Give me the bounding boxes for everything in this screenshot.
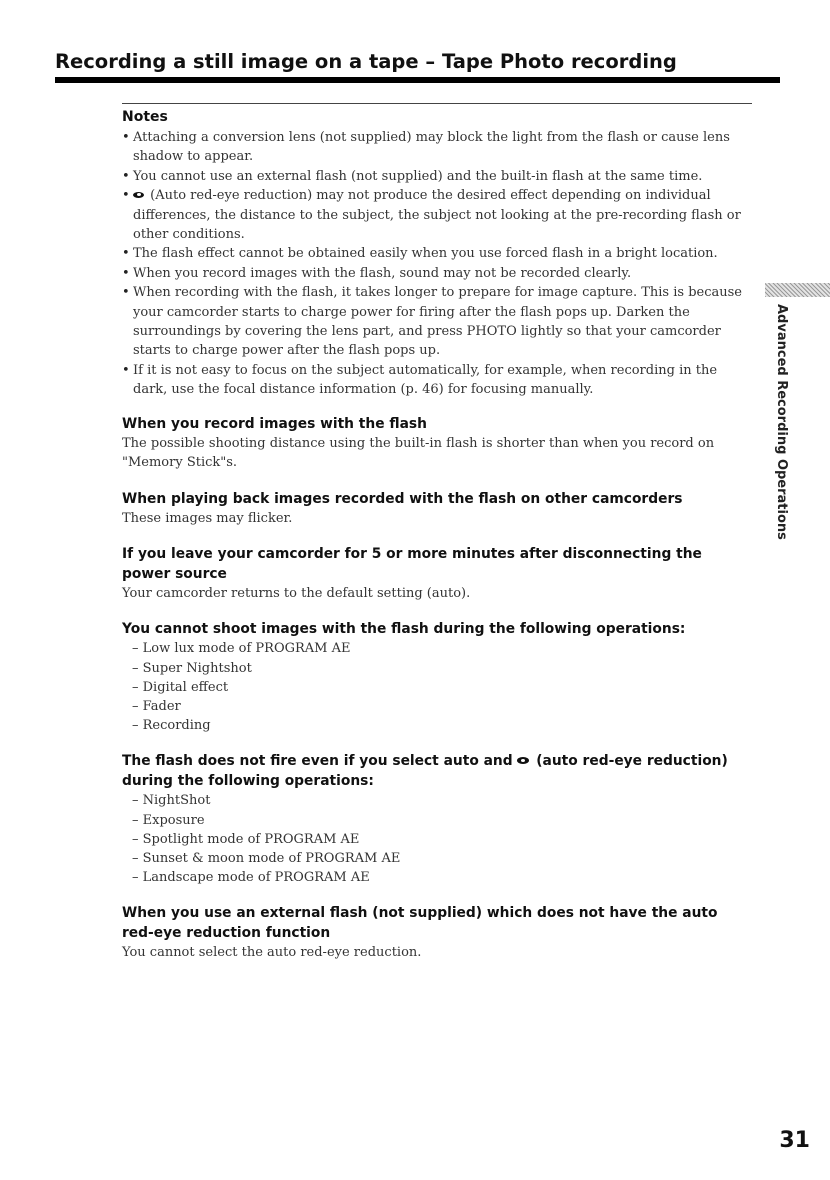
title-rule	[55, 77, 780, 83]
section-text: Your camcorder returns to the default setting (auto).	[122, 585, 471, 601]
notes-list	[122, 128, 752, 400]
side-tab-marker	[765, 283, 830, 297]
section-flash	[122, 414, 752, 473]
section-heading	[122, 751, 752, 791]
section-heading: When you use an external flash (not supplied) which does not have the auto red-eye reduction function	[122, 905, 718, 942]
operations-list	[122, 791, 752, 887]
red-eye-reduction-icon	[133, 192, 144, 198]
heading-part: The flash does not fire even if you select auto and	[122, 753, 513, 770]
section-heading: When you record images with the flash	[122, 415, 427, 432]
page-number: 31	[779, 1128, 810, 1153]
note-item: • Attaching a conversion lens (not supplied) may block the light from the flash or cause lens shadow to appear.	[122, 128, 752, 167]
side-tab-label: Advanced Recording Operations	[774, 304, 789, 540]
page-title: Recording a still image on a tape – Tape Photo recording	[55, 50, 677, 73]
list-item: – Landscape mode of PROGRAM AE	[132, 870, 370, 886]
list-item: – Exposure	[132, 812, 205, 828]
note-item: • If it is not easy to focus on the subject automatically, for example, when recording in the dark, use the focal distance information (p. 46) for focusing manually.	[122, 361, 752, 400]
note-item: • When you record images with the flash, sound may not be recorded clearly.	[122, 264, 752, 283]
note-item: • You cannot use an external flash (not supplied) and the built-in flash at the same time.	[122, 167, 752, 186]
section-external	[122, 903, 752, 962]
list-item: – Recording	[132, 718, 211, 734]
list-item: – NightShot	[132, 793, 211, 809]
note-item-red-eye	[122, 186, 752, 244]
list-item: – Super Nightshot	[132, 660, 252, 676]
list-item: – Sunset & moon mode of PROGRAM AE	[132, 850, 401, 866]
list-item: – Spotlight mode of PROGRAM AE	[132, 831, 360, 847]
notes-heading: Notes	[122, 109, 168, 125]
heading-part: (auto red-eye reduction) during the following operations:	[122, 753, 728, 790]
note-item-text: (Auto red-eye reduction) may not produce the desired effect depending on individual differences, the distance to the subject, the subject not looking at the pre-recording flash or other conditions.	[133, 188, 741, 243]
list-item: – Fader	[132, 698, 181, 714]
section-cannot-shoot	[122, 619, 752, 735]
notes-rule	[122, 103, 752, 104]
list-item: – Low lux mode of PROGRAM AE	[132, 641, 351, 657]
main-content	[122, 103, 752, 963]
note-item: • When recording with the flash, it takes longer to prepare for image capture. This is because your camcorder starts to charge power for firing after the flash pops up. Darken the surroundings by covering the lens part, and press PHOTO lightly so that your camcorder starts to charge power after the flash pops up.	[122, 283, 752, 361]
section-text: These images may flicker.	[122, 510, 293, 526]
operations-list	[122, 639, 752, 735]
note-item: • The flash effect cannot be obtained easily when you use forced flash in a bright location.	[122, 244, 752, 263]
section-heading: If you leave your camcorder for 5 or more minutes after disconnecting the power source	[122, 545, 702, 582]
section-leave	[122, 544, 752, 603]
section-not-fire	[122, 751, 752, 887]
list-item: – Digital effect	[132, 679, 229, 695]
section-text: You cannot select the auto red-eye reduction.	[122, 945, 422, 961]
section-heading: When playing back images recorded with the flash on other camcorders	[122, 490, 683, 507]
section-text: The possible shooting distance using the built-in flash is shorter than when you record on "Memory Stick"s.	[122, 435, 715, 471]
section-playback	[122, 489, 752, 528]
section-heading: You cannot shoot images with the flash during the following operations:	[122, 621, 686, 638]
red-eye-reduction-icon	[517, 757, 529, 764]
